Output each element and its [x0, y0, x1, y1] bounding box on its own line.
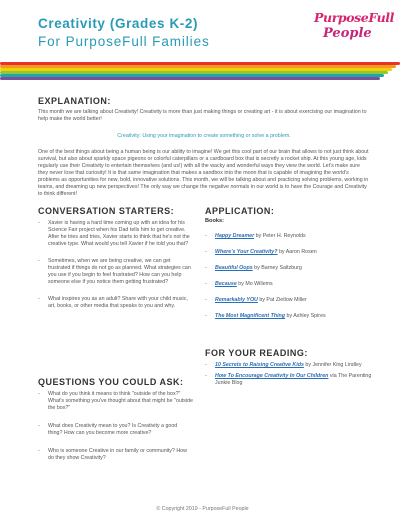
book-author: by Mo Willems [236, 281, 273, 287]
starter-item: - Sometimes, when we are being creative, we can get frustrated if things do not go as planned. What strategies can you use if you begin to feel frustrated? How can you help someone else if you notice them getting frustrated? [38, 258, 193, 286]
question-item: - What does Creativity mean to you? Is Creativity a good thing? How can you become more creative? [38, 423, 193, 437]
explanation-section [38, 96, 370, 198]
explanation-intro: This month we are talking about Creativity! Creativity is more than just making things or creating art - it is about exercising our imagination to help make the world better! [38, 109, 367, 122]
reading-link[interactable]: How To Encourage Creativity In Our Children [215, 373, 329, 379]
book-item [205, 265, 375, 272]
book-author: by Barney Saltzburg [252, 265, 302, 271]
rainbow-stripes [0, 62, 405, 84]
stripe-purple [0, 77, 380, 80]
page-subtitle: For PurposeFull Families [38, 34, 210, 49]
application-heading: APPLICATION: [205, 206, 275, 216]
explanation-heading: EXPLANATION: [38, 96, 111, 106]
book-item [205, 297, 375, 304]
book-link[interactable]: Where's Your Creativity? [215, 249, 278, 255]
creativity-definition: Creativity: Using your imagination to create something or solve a problem. [117, 133, 291, 139]
explanation-body: One of the best things about being a human being is our ability to imagine! We get this cool part of our brain that allows to not just think about survival, but also about sparkly space pigeons or colorful caterpillars or a cardboard box that is secretly a rocket ship. At this young age, kids regularly use their Creativity to entertain themselves (and us!) with all the wacky and wonderful ways they view the world. Let's make sure they never lose that curiosity! It is that same imagination that makes a sandbox into the moon that is capable of imagining the world's problems as opportunities for new, bold, innovative solutions. This month, we will be talking about and practicing solving problems, working in teams, and dreaming up new perspectives! The only way we change the negative normals in our world is to have the Courage and Creativity to think different! [38, 149, 369, 197]
book-link[interactable]: Happy Dreamer [215, 233, 255, 239]
questions-section [38, 377, 193, 462]
reading-heading: FOR YOUR READING: [205, 348, 308, 358]
copyright-footer: © Copyright 2019 - PurposeFull People [156, 506, 249, 512]
book-item [205, 313, 375, 320]
reading-item [205, 373, 375, 387]
book-author: by Ashley Spires [285, 313, 326, 319]
application-section [205, 206, 375, 320]
starter-item: - What inspires you as an adult? Share with your child music, art, books, or other media that speaks to you and why. [38, 296, 193, 310]
book-link[interactable]: Because [215, 281, 237, 287]
books-label: Books: [205, 218, 224, 224]
questions-heading: QUESTIONS YOU COULD ASK: [38, 377, 184, 387]
book-author: by Pat Zietlow Miller [257, 297, 307, 303]
book-link[interactable]: Beautiful Oops [215, 265, 253, 271]
book-link[interactable]: The Most Magnificent Thing [215, 313, 286, 319]
question-item: - Who is someone Creative in our family or community? How do they show Creativity? [38, 448, 193, 462]
logo-line1: PurposeFull [314, 10, 394, 25]
book-link[interactable]: Remarkably YOU [215, 297, 258, 303]
reading-author: via The Parenting Junkie Blog [215, 373, 372, 386]
starter-item: - Xavier is having a hard time coming up with an idea for his Science Fair project when his Dad tells him to get creative. After he tries and tries, Xavier starts to think that he's not the creative type. What would you tell Xavier if he told you that? [38, 220, 193, 248]
conversation-starters-section [38, 206, 193, 310]
page-title: Creativity (Grades K-2) [38, 16, 199, 31]
book-item [205, 281, 375, 288]
for-your-reading-section [205, 348, 375, 387]
starters-heading: CONVERSATION STARTERS: [38, 206, 175, 216]
book-item [205, 249, 375, 256]
book-author: by Peter H. Reynolds [254, 233, 306, 239]
reading-item [205, 362, 375, 369]
purposefull-people-logo [314, 10, 394, 58]
reading-link[interactable]: 10 Secrets to Raising Creative Kids [215, 362, 304, 368]
question-item: - What do you think it means to think "outside of the box?" What's something you've thought about that might be "outside the box?" [38, 391, 193, 412]
reading-author: by Jennifer King Lindley [303, 362, 362, 368]
book-item [205, 233, 375, 240]
book-author: by Aaron Rosen [277, 249, 317, 255]
logo-line2: People [323, 25, 372, 41]
